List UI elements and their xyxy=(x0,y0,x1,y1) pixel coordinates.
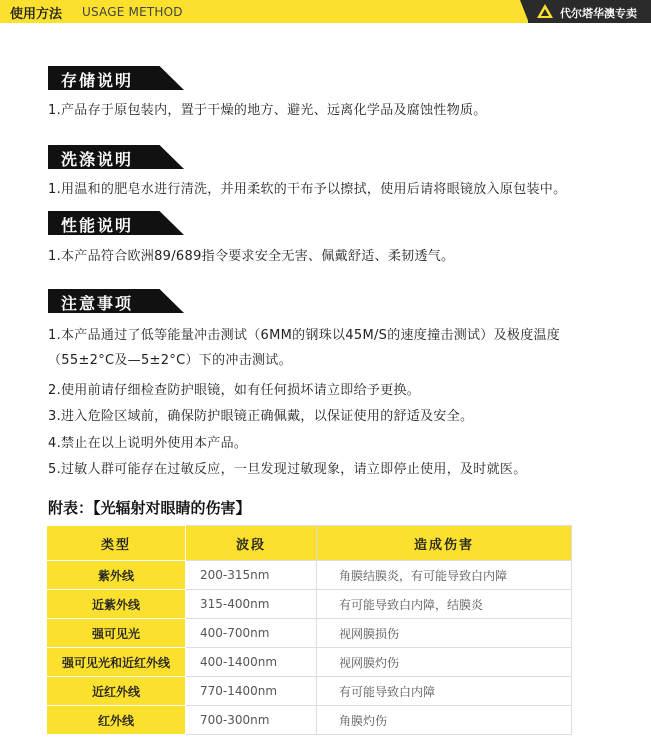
cell-wavelength: 400-700nm xyxy=(186,619,317,648)
cell-type: 近红外线 xyxy=(47,677,186,706)
cell-type: 红外线 xyxy=(47,706,186,735)
notes-line-1-cont: （55±2°C及—5±2°C）下的冲击测试。 xyxy=(48,353,292,368)
cell-type: 紫外线 xyxy=(47,561,186,590)
cell-type: 近紫外线 xyxy=(47,590,186,619)
cell-wavelength: 400-1400nm xyxy=(186,648,317,677)
table-header-row xyxy=(47,526,572,561)
notes-line-5: 5.过敏人群可能存在过敏反应，一旦发现过敏现象，请立即停止使用，及时就医。 xyxy=(48,462,527,477)
table-caption: 附表：【光辐射对眼睛的伤害】 xyxy=(48,499,251,517)
section-title: 性能说明 xyxy=(61,216,134,235)
header-bar xyxy=(0,0,651,23)
cell-harm: 视网膜损伤 xyxy=(317,619,572,648)
section-title: 存储说明 xyxy=(61,71,134,90)
notes-line-3: 3.进入危险区域前，确保防护眼镜正确佩戴，以保证使用的舒适及安全。 xyxy=(48,409,474,424)
section-tag-notes xyxy=(48,289,184,313)
cell-harm: 角膜灼伤 xyxy=(317,706,572,735)
cell-type: 强可见光和近红外线 xyxy=(47,648,186,677)
storage-line-1: 1.产品存于原包装内，置于干燥的地方、避光、远离化学品及腐蚀性物质。 xyxy=(48,103,487,118)
performance-line-1: 1.本产品符合欧洲89/689指令要求安全无害、佩戴舒适、柔韧透气。 xyxy=(48,249,455,264)
table-row xyxy=(47,590,572,619)
section-tag-performance xyxy=(48,211,184,235)
delta-triangle-icon xyxy=(536,3,554,19)
cell-type: 强可见光 xyxy=(47,619,186,648)
header-type: 类型 xyxy=(47,526,186,561)
header-title-cn: 使用方法 xyxy=(10,7,63,22)
cell-harm: 角膜结膜炎，有可能导致白内障 xyxy=(317,561,572,590)
washing-line-1: 1.用温和的肥皂水进行清洗，并用柔软的干布予以擦拭，使用后请将眼镜放入原包装中。 xyxy=(48,182,567,197)
section-title: 注意事项 xyxy=(61,294,134,313)
section-title: 洗涤说明 xyxy=(61,150,134,169)
cell-wavelength: 770-1400nm xyxy=(186,677,317,706)
cell-wavelength: 315-400nm xyxy=(186,590,317,619)
cell-harm: 视网膜灼伤 xyxy=(317,648,572,677)
table-row xyxy=(47,706,572,735)
table-row xyxy=(47,619,572,648)
notes-line-1: 1.本产品通过了低等能量冲击测试（6MM的钢珠以45M/S的速度撞击测试）及极度温度 xyxy=(48,328,561,343)
notes-line-4: 4.禁止在以上说明外使用本产品。 xyxy=(48,436,248,451)
section-tag-storage xyxy=(48,66,184,90)
radiation-harm-table xyxy=(46,525,572,735)
cell-wavelength: 200-315nm xyxy=(186,561,317,590)
cell-harm: 有可能导致白内障，结膜炎 xyxy=(317,590,572,619)
table-row xyxy=(47,648,572,677)
table-row xyxy=(47,561,572,590)
cell-harm: 有可能导致白内障 xyxy=(317,677,572,706)
brand-name: 代尔塔华澳专卖 xyxy=(560,7,637,20)
table-row xyxy=(47,677,572,706)
notes-line-2: 2.使用前请仔细检查防护眼镜，如有任何损坏请立即给予更换。 xyxy=(48,383,421,398)
header-title-en: USAGE METHOD xyxy=(82,5,183,19)
section-tag-washing xyxy=(48,145,184,169)
header-harm: 造成伤害 xyxy=(317,526,572,561)
header-wavelength: 波段 xyxy=(186,526,317,561)
cell-wavelength: 700-300nm xyxy=(186,706,317,735)
